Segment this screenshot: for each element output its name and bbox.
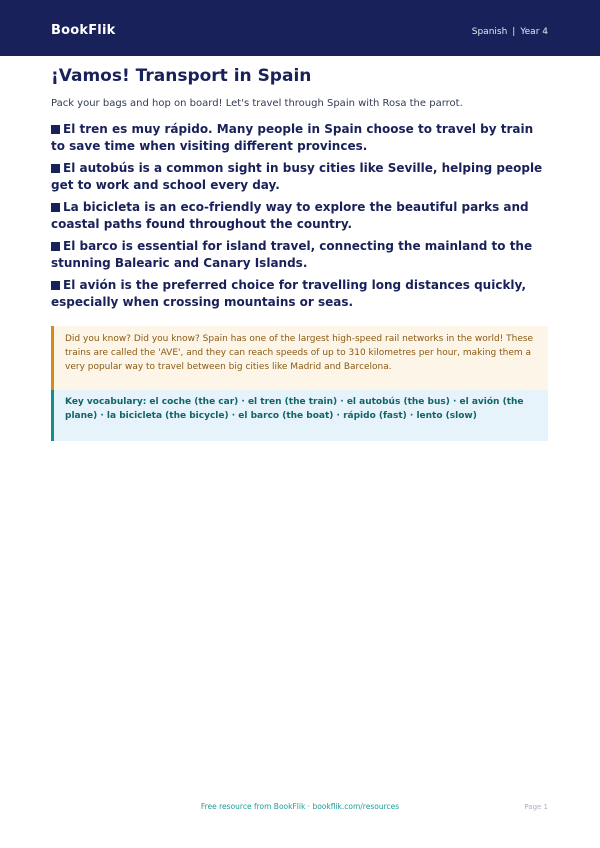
- bullet-square-icon: [51, 281, 60, 290]
- footer-link[interactable]: Free resource from BookFlik · bookflik.com/resources: [200, 802, 400, 811]
- header-meta: [472, 27, 548, 37]
- transport-list: [51, 121, 551, 316]
- list-item-text: El autobús is a common sight in busy cities like Seville, helping people get to work and school every day.: [51, 161, 543, 192]
- page-title: ¡Vamos! Transport in Spain: [51, 66, 312, 86]
- subject-label: Spanish: [471, 27, 508, 37]
- bullet-square-icon: [51, 203, 60, 212]
- bullet-square-icon: [51, 125, 60, 134]
- intro-text: Pack your bags and hop on board! Let's travel through Spain with Rosa the parrot.: [51, 98, 463, 109]
- page-number: Page 1: [524, 803, 548, 811]
- list-item: [51, 160, 551, 194]
- did-you-know-box: Did you know? Did you know? Spain has one of the largest high-speed rail networks in the world! These trains are called the 'AVE', and they can reach speeds of up to 310 kilometres per hour, making them a very popular way to travel between big cities like Madrid and Barcelona.: [51, 326, 548, 390]
- list-item: [51, 238, 551, 272]
- bullet-square-icon: [51, 242, 60, 251]
- brand-logo: BookFlik: [51, 23, 116, 38]
- bullet-square-icon: [51, 164, 60, 173]
- key-vocabulary-box: Key vocabulary: el coche (the car) · el tren (the train) · el autobús (the bus) · el avión (the plane) · la bicicleta (the bicycle) · el barco (the boat) · rápido (fast) · lento (slow): [51, 390, 548, 441]
- list-item-text: El barco is essential for island travel, connecting the mainland to the stunning Balearic and Canary Islands.: [51, 239, 533, 270]
- list-item: [51, 199, 551, 233]
- year-label: Year 4: [520, 27, 548, 37]
- list-item-text: La bicicleta is an eco-friendly way to explore the beautiful parks and coastal paths found throughout the country.: [51, 200, 529, 231]
- list-item: [51, 277, 551, 311]
- meta-separator: |: [512, 27, 516, 37]
- list-item-text: El avión is the preferred choice for travelling long distances quickly, especially when crossing mountains or seas.: [51, 278, 526, 309]
- list-item: [51, 121, 551, 155]
- list-item-text: El tren es muy rápido. Many people in Spain choose to travel by train to save time when visiting different provinces.: [51, 122, 534, 153]
- page-header: [0, 0, 600, 56]
